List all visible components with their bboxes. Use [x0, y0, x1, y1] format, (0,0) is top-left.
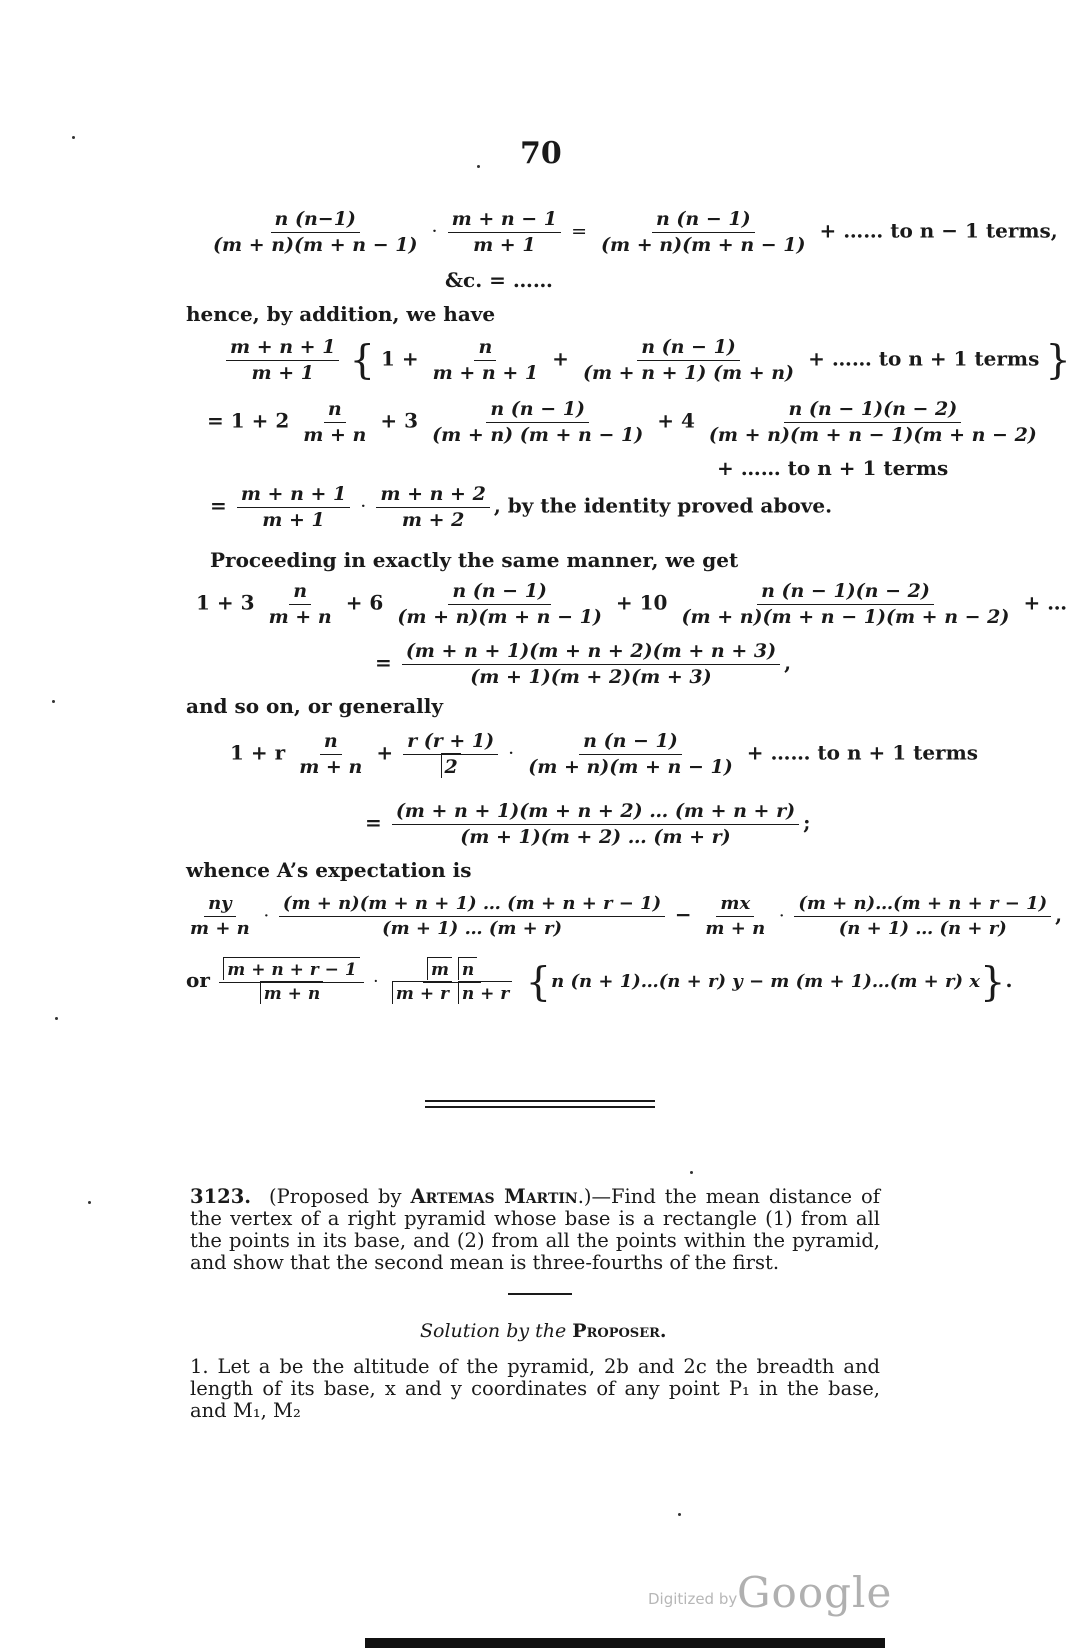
- problem-3123: 3123. (Proposed by Artemas Martin.)—Find the mean distance of the vertex of a right pyramid whose base is a rectangle (1) from all the points in its base, and (2) from all the points within the pyramid, and show that the second mean is three-fourths of the first.: [190, 1185, 880, 1274]
- google-logo: Google: [737, 1568, 893, 1617]
- equation-4: = 1 + 2 $\frac{n}{m + n}$ + 3 $\frac{n (n - 1)}{(m + n) (m + n - 1)}$ + 4 $\frac{n (n - 1)(n - 2)}{(m + n)(m + n - 1)(m + n - 2)}$: [207, 398, 1037, 446]
- digitized-by-label: Digitized by: [648, 1590, 738, 1608]
- solution-paragraph: 1. Let a be the altitude of the pyramid, 2b and 2c the breadth and length of its base, x and y coordinates of any point P₁ in the base, and M₁, M₂: [190, 1355, 880, 1422]
- equation-4-continuation: + …… to n + 1 terms: [717, 456, 949, 480]
- solution-heading: Solution by the Proposer.: [420, 1320, 667, 1342]
- scan-speck: [72, 136, 75, 139]
- equation-7: = $\frac{(m + n + 1)(m + n + 2)(m + n + 3)}{(m + 1)(m + 2)(m + 3)}$ ,: [375, 640, 792, 688]
- page-number: 70: [520, 136, 562, 171]
- equation-6: 1 + 3 $\frac{n}{m + n}$ + 6 $\frac{n (n - 1)}{(m + n)(m + n - 1)}$ + 10 $\frac{n (n - 1)(n - 2)}{(m + n)(m + n - 1)(m + n - 2)}$ + …: [196, 580, 1068, 628]
- text-hence: hence, by addition, we have: [186, 302, 496, 326]
- equation-10: $\frac{ny}{m + n}$ · $\frac{(m + n)(m + n + 1) \dots (m + n + r - 1)}{(m + 1) \dots (m + r)}$ − $\frac{mx}{m + n}$ · $\frac{(m + n)\dots(m + n + r - 1)}{(n + 1) \dots (n + r)}$ ,: [190, 893, 1063, 939]
- scan-speck: [88, 1201, 91, 1204]
- equation-9: = $\frac{(m + n + 1)(m + n + 2) \dots (m + n + r)}{(m + 1)(m + 2) \dots (m + r)}$ ;: [365, 800, 811, 848]
- scan-speck: [690, 1171, 693, 1174]
- scan-speck: [55, 1017, 58, 1020]
- equation-2: &c. = ……: [445, 268, 553, 292]
- problem-divider: [508, 1293, 572, 1295]
- scan-speck: [52, 700, 55, 703]
- equation-3: $\frac{m + n + 1}{m + 1}$ { 1 + $\frac{n}{m + n + 1}$ + $\frac{n (n - 1)}{(m + n + 1) (m + n)}$ + …… to n + 1 terms }: [222, 338, 1071, 383]
- scan-speck: [477, 165, 480, 168]
- equation-5: = $\frac{m + n + 1}{m + 1}$ · $\frac{m + n + 2}{m + 2}$ , by the identity proved above.: [210, 483, 833, 531]
- scan-bottom-bar: [365, 1638, 885, 1648]
- equation-1: $\frac{n (n-1)}{(m + n)(m + n - 1)}$ · $\frac{m + n - 1}{m + 1}$ = $\frac{n (n - 1)}{(m + n)(m + n - 1)}$ + …… to n − 1 terms,: [213, 208, 1058, 256]
- equation-8: 1 + r $\frac{n}{m + n}$ + $\frac{r (r + 1)}{2}$ · $\frac{n (n - 1)}{(m + n)(m + n - 1)}$ + …… to n + 1 terms: [230, 730, 978, 778]
- text-whence: whence A’s expectation is: [186, 858, 472, 882]
- section-divider-top: [425, 1100, 655, 1102]
- scan-speck: [678, 1513, 681, 1516]
- equation-11: or $\frac{m + n + r - 1}{m + n}$ · $\frac{\text{m n}}{\text{m + r n + r}}$ {n (n + 1)…(n + r) y − m (m + 1)…(m + r) x}.: [186, 962, 1012, 1003]
- text-proceeding: Proceeding in exactly the same manner, we get: [210, 548, 739, 572]
- section-divider-bottom: [425, 1106, 655, 1108]
- text-and-so-on: and so on, or generally: [186, 694, 443, 718]
